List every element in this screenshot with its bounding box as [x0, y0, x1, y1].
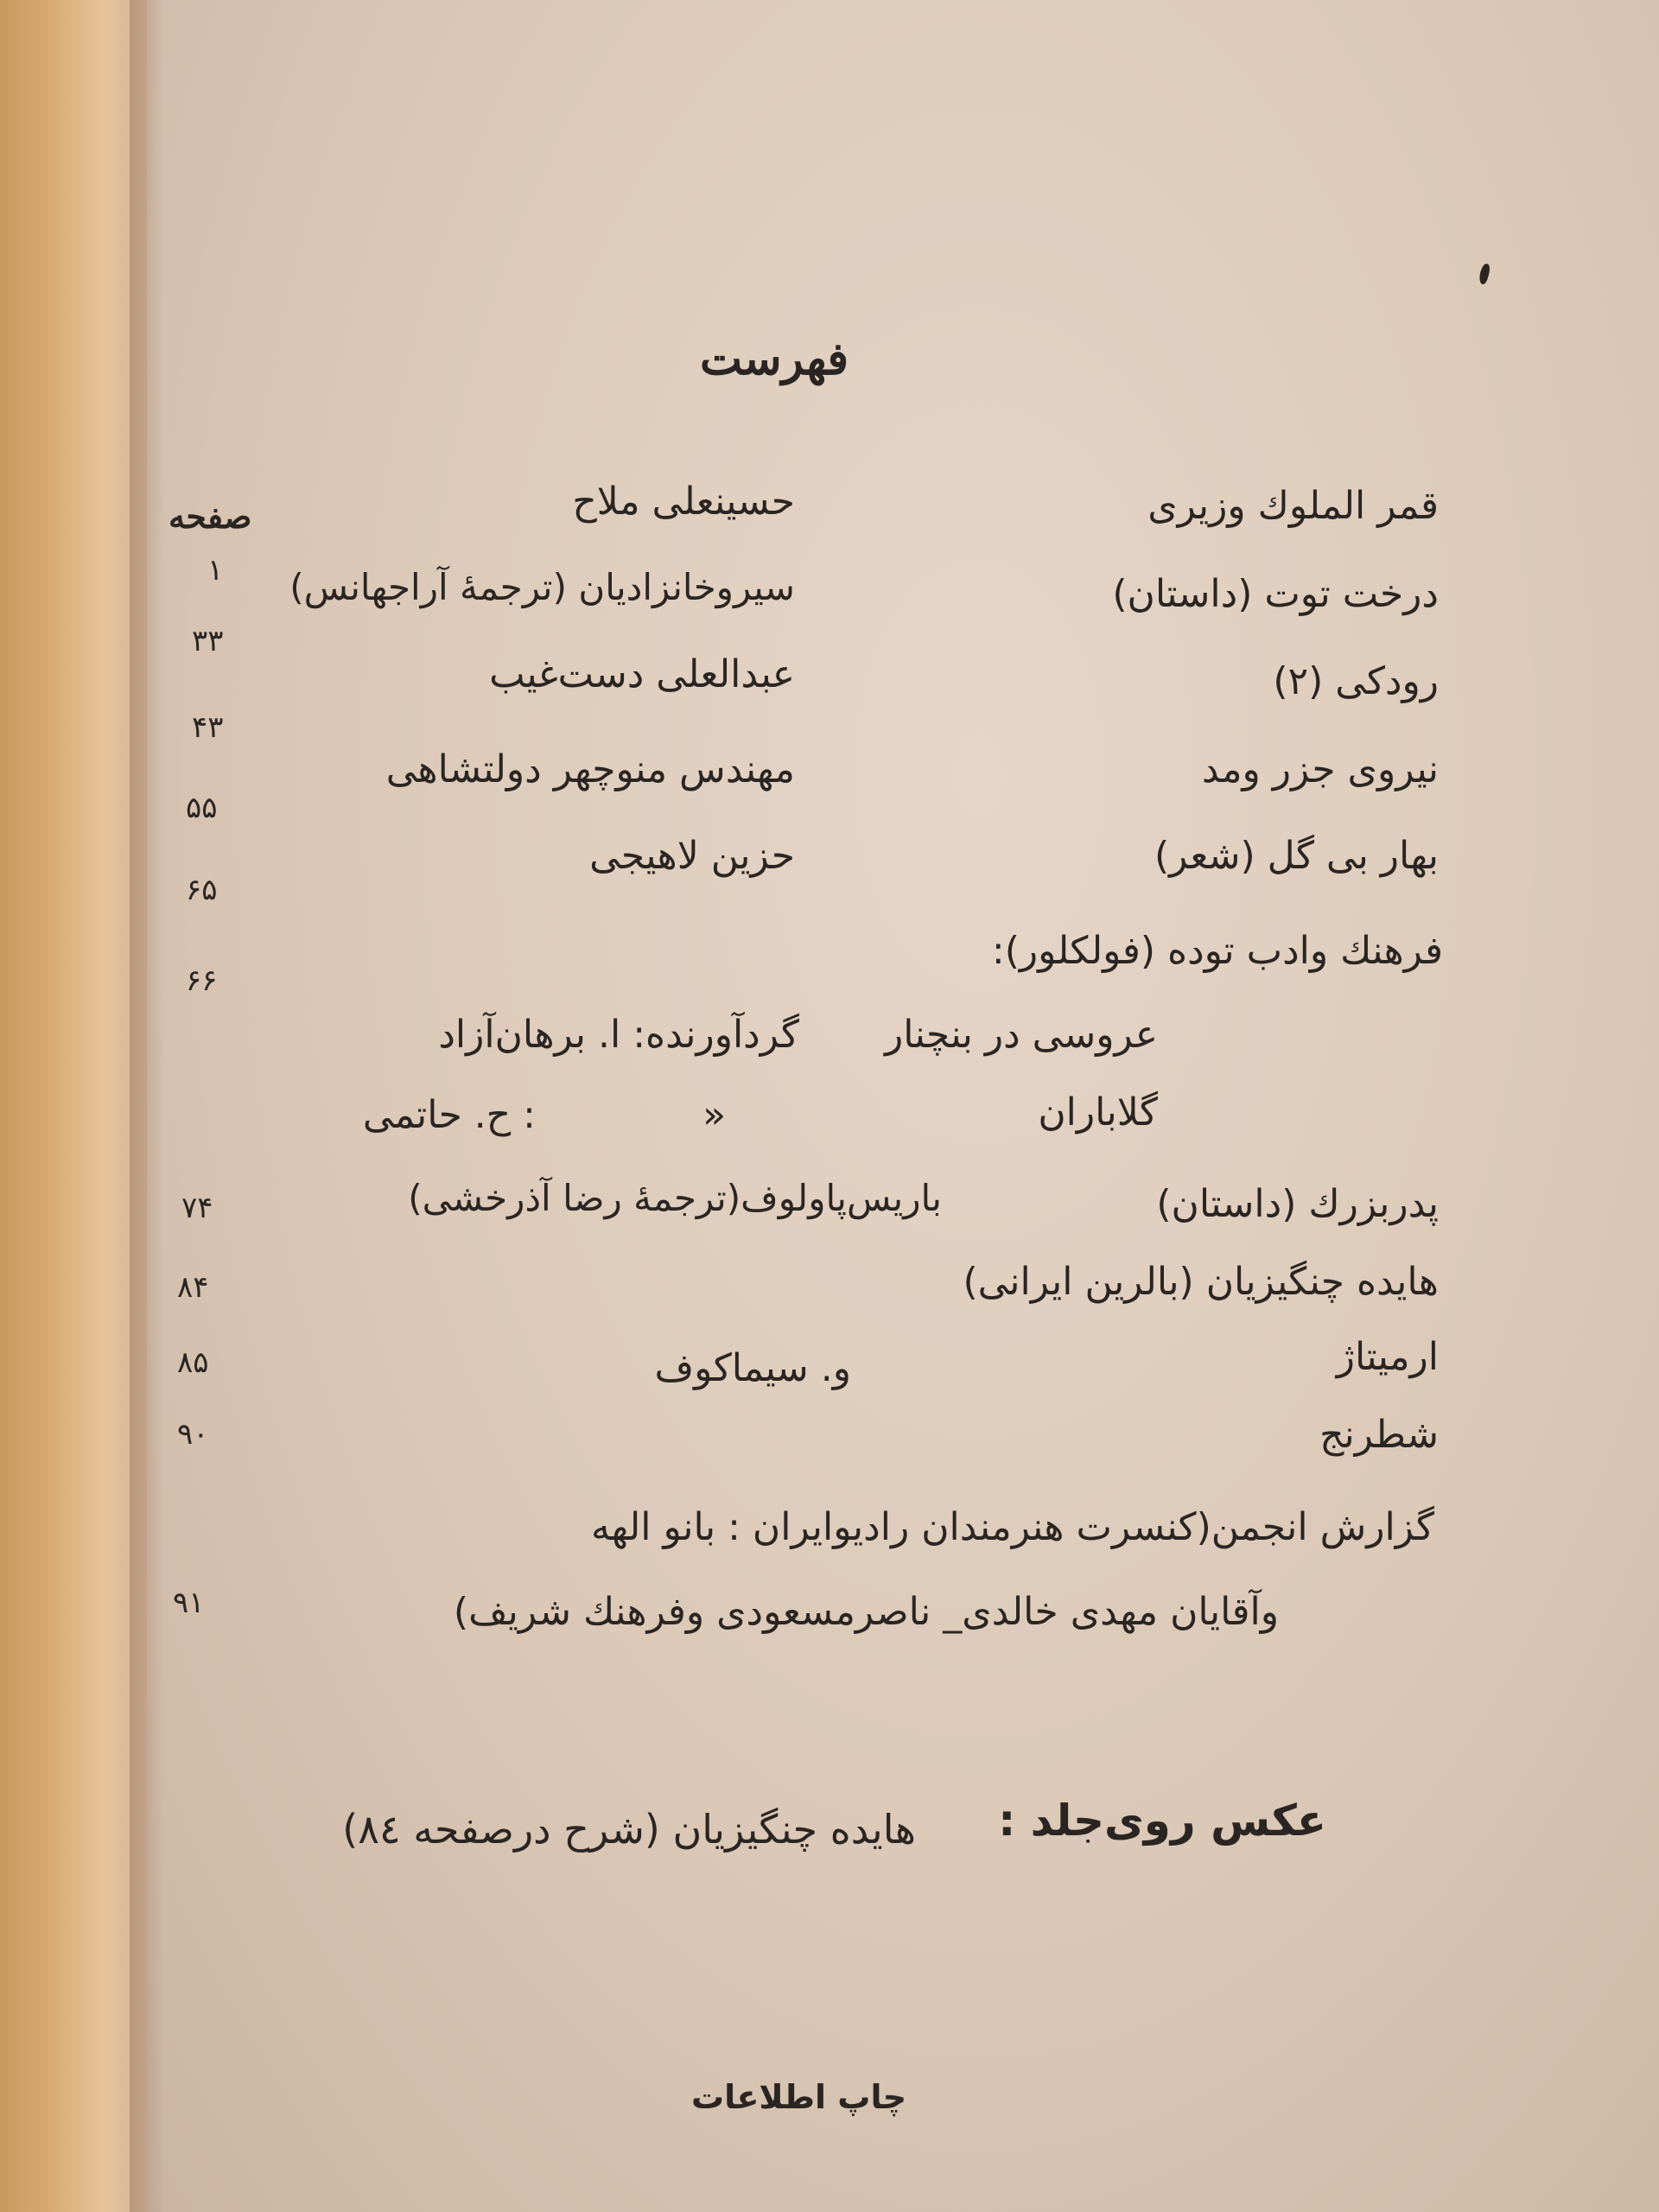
cover-photo-label: عکس روی‌جلد :: [998, 1796, 1326, 1846]
publisher-name: چاپ اطلاعات: [691, 2078, 907, 2116]
folklore-subitem-title: گلاباران: [1038, 1090, 1158, 1135]
toc-entry-author: سیروخانزادیان (ترجمهٔ آراجهانس): [289, 566, 795, 608]
toc-entry-title: پدربزرك (داستان): [1156, 1182, 1439, 1226]
folklore-subitem-author: : ح. حاتمی: [362, 1093, 536, 1137]
toc-entry-title: بهار بی گل (شعر): [1154, 834, 1439, 878]
toc-entry-page: ۸۵: [177, 1345, 209, 1380]
toc-entry-page: ۶۶: [186, 963, 218, 998]
toc-entry-title: فرهنك وادب توده (فولکلور):: [991, 929, 1443, 973]
toc-entry-title: شطرنج: [1319, 1413, 1439, 1457]
toc-title: فهرست: [700, 333, 849, 385]
toc-entry-author: حزین لاهیجی: [589, 834, 795, 878]
toc-entry-page: ۳۳: [192, 624, 224, 658]
toc-entry-page: ۴۳: [192, 710, 224, 745]
gutter-shadow: [130, 0, 164, 2212]
toc-entry-title: هایده چنگیزیان (بالرین ایرانی): [963, 1260, 1439, 1304]
toc-entry-page: ۷۴: [181, 1191, 213, 1225]
toc-entry-page: ۵۵: [186, 791, 218, 825]
toc-entry-page: ۹۰: [177, 1417, 209, 1452]
toc-entry-page: ۱: [207, 553, 224, 588]
toc-entry-title: ارمیتاژ: [1336, 1335, 1439, 1379]
toc-entry-title-line1: گزارش انجمن(کنسرت هنرمندان رادیوایران : بانو الهه: [591, 1505, 1434, 1549]
toc-entry-author: مهندس منوچهر دولتشاهی: [385, 747, 795, 791]
toc-entry-title: رودکی (۲): [1273, 659, 1439, 703]
toc-entry-page: ۸۴: [177, 1270, 209, 1305]
toc-entry-page: ۹۱: [173, 1586, 205, 1620]
page-column-header: صفحه: [168, 497, 252, 536]
toc-entry-title: نیروی جزر ومد: [1201, 747, 1439, 791]
toc-entry-title: درخت توت (داستان): [1112, 572, 1439, 616]
ditto-mark: »: [702, 1093, 726, 1137]
toc-entry-page: ۶۵: [186, 873, 218, 907]
toc-entry-title-line2: وآقایان مهدی خالدی_ ناصرمسعودی وفرهنك شریف): [453, 1590, 1279, 1634]
book-gutter: [0, 0, 151, 2212]
folklore-subitem-title: عروسی در بنچنار: [885, 1013, 1158, 1057]
toc-entry-author: و. سیماکوف: [654, 1346, 851, 1390]
folklore-subitem-author: گردآورنده: ا. برهان‌آزاد: [438, 1013, 799, 1057]
cover-photo-detail: هایده چنگیزیان (شرح درصفحه ۸٤): [342, 1806, 916, 1853]
toc-entry-author: حسینعلی ملاح: [572, 480, 795, 524]
toc-entry-author: باریس‌پاولوف(ترجمهٔ رضا آذرخشی): [408, 1177, 942, 1219]
toc-entry-author: عبدالعلی دست‌غیب: [489, 652, 795, 696]
toc-entry-title: قمر الملوك وزیری: [1147, 484, 1439, 528]
